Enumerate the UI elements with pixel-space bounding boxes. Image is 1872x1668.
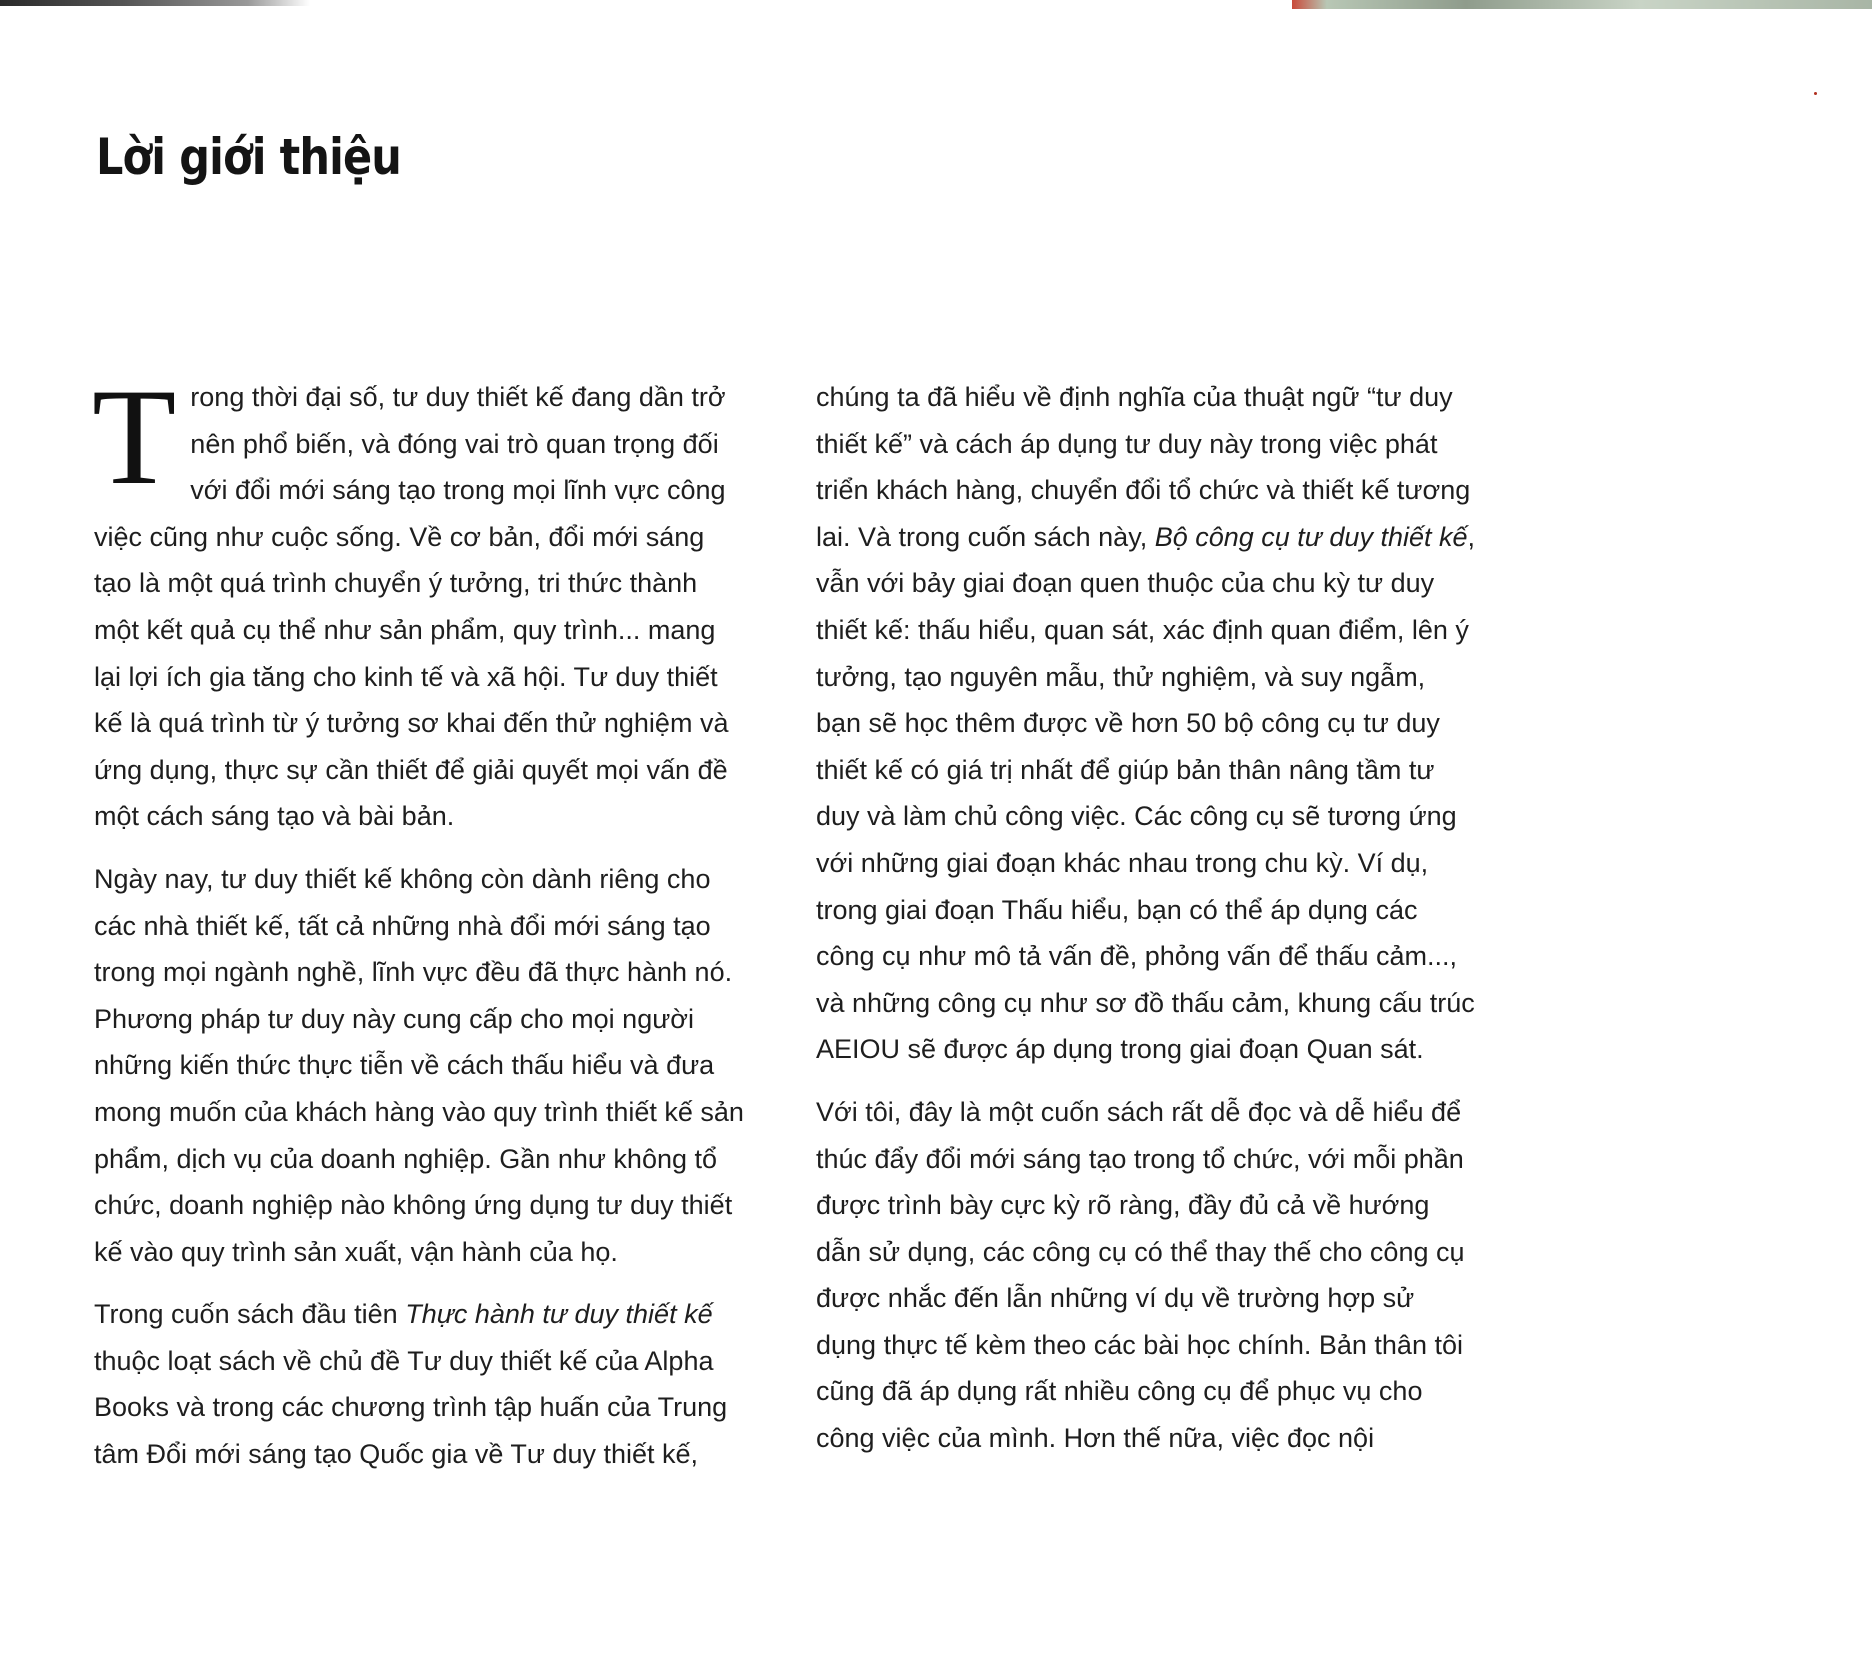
paragraph-text: , vẫn với bảy giai đoạn quen thuộc của chu kỳ tư duy thiết kế: thấu hiểu, quan sát, xác định quan điểm, lên ý tưởng, tạo nguyên mẫu, thử nghiệm, và suy ngẫm, bạn sẽ học thêm được về hơn 50 bộ công cụ tư duy thiết kế có giá trị nhất để giúp bản thân nâng tầm tư duy và làm chủ công việc. Các công cụ sẽ tương ứng với những giai đoạn khác nhau trong chu kỳ. Ví dụ, trong giai đoạn Thấu hiểu, bạn có thể áp dụng các công cụ như mô tả vấn đề, phỏng vấn để thấu cảm..., và những công cụ như sơ đồ thấu cảm, khung cấu trúc AEIOU sẽ được áp dụng trong giai đoạn Quan sát. xyxy=(816,521,1476,1065)
paragraph-text: thuộc loạt sách về chủ đề Tư duy thiết kế của Alpha Books và trong các chương trình tập huấn của Trung tâm Đổi mới sáng tạo Quốc gia về Tư duy thiết kế, xyxy=(94,1345,728,1470)
intro-paragraph-3 xyxy=(94,1291,746,1477)
intro-paragraph-2: Ngày nay, tư duy thiết kế không còn dành riêng cho các nhà thiết kế, tất cả những nhà đổi mới sáng tạo trong mọi ngành nghề, lĩnh vực đều đã thực hành nó. Phương pháp tư duy này cung cấp cho mọi người những kiến thức thực tiễn về cách thấu hiểu và đưa mong muốn của khách hàng vào quy trình thiết kế sản phẩm, dịch vụ của doanh nghiệp. Gần như không tổ chức, doanh nghiệp nào không ứng dụng tư duy thiết kế vào quy trình sản xuất, vận hành của họ. xyxy=(94,863,744,1267)
paragraph-text: Trong cuốn sách đầu tiên xyxy=(94,1299,406,1330)
scan-edge-left xyxy=(0,0,310,6)
book-title-italic: Bộ công cụ tư duy thiết kế xyxy=(1154,521,1468,552)
right-column xyxy=(816,374,1476,1478)
scan-edge-right xyxy=(1292,0,1872,9)
drop-cap: T xyxy=(92,360,177,513)
book-title-italic: Thực hành tư duy thiết kế xyxy=(405,1299,713,1330)
paragraph-text: chúng ta đã hiểu về định nghĩa của thuật ngữ “tư duy thiết kế” và cách áp dụng tư duy này trong việc phát triển khách hàng, chuyển đổi tổ chức và thiết kế tương lai. Và trong cuốn sách này, xyxy=(816,382,1471,552)
intro-paragraph-5: Với tôi, đây là một cuốn sách rất dễ đọc và dễ hiểu để thúc đẩy đổi mới sáng tạo trong tổ chức, với mỗi phần được trình bày cực kỳ rõ ràng, đầy đủ cả về hướng dẫn sử dụng, các công cụ có thể thay thế cho công cụ được nhắc đến lẫn những ví dụ về trường hợp sử dụng thực tế kèm theo các bài học chính. Bản thân tôi cũng đã áp dụng rất nhiều công cụ để phục vụ cho công việc của mình. Hơn thế nữa, việc đọc nội xyxy=(816,1096,1465,1454)
paragraph-text: rong thời đại số, tư duy thiết kế đang dần trở nên phổ biến, và đóng vai trò quan trọng đối với đổi mới sáng tạo trong mọi lĩnh vực công việc cũng như cuộc sống. Về cơ bản, đổi mới sáng tạo là một quá trình chuyển ý tưởng, tri thức thành một kết quả cụ thể như sản phẩm, quy trình... mang lại lợi ích gia tăng cho kinh tế và xã hội. Tư duy thiết kế là quá trình từ ý tưởng sơ khai đến thử nghiệm và ứng dụng, thực sự cần thiết để giải quyết mọi vấn đề một cách sáng tạo và bài bản. xyxy=(94,382,729,832)
page-title: Lời giới thiệu xyxy=(96,128,402,186)
intro-paragraph-1 xyxy=(92,360,746,840)
ink-speck xyxy=(1814,92,1817,95)
left-column xyxy=(92,360,746,1494)
intro-paragraph-4 xyxy=(816,374,1476,1073)
